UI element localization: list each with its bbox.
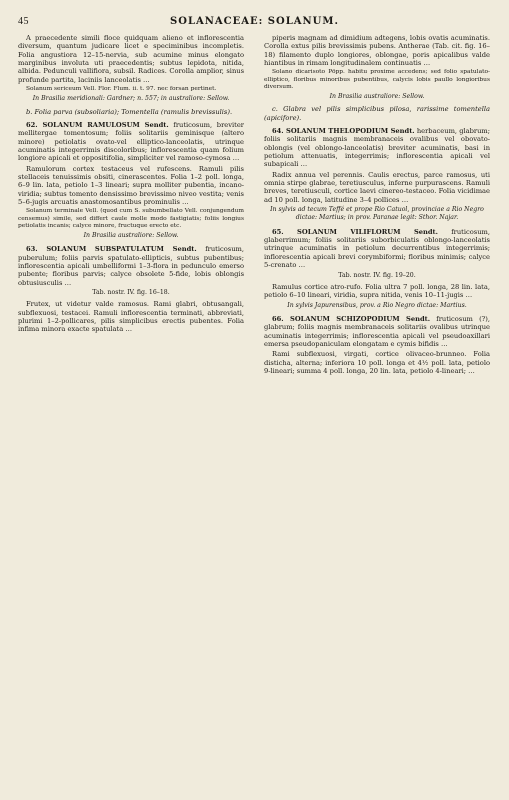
species-65: [264, 228, 490, 270]
continued-locality: In Brasilia australiore: Sellow.: [329, 92, 425, 100]
left-column: [18, 34, 244, 336]
species-65-locality: In sylvis Japurensibus, prov. a Rio Negro dictae: Martius.: [287, 301, 467, 309]
species-63: [18, 245, 244, 287]
species-66-description: Rami subflexuosi, virgati, cortice olivaceo-brunneo. Folia disticha, alterna; inferiora 10 poll. longa et 4½ poll. lata, petiolo 9-lineari; summa 4 poll. longa, 20 lin. lata, petiolo 4-lineari; …: [264, 350, 490, 375]
subsection-c: c. Glabra vel pilis simplicibus pilosa, rarissime tomentella (apicifore).: [264, 105, 490, 122]
species-62-locality: In Brasilia australiore: Sellow.: [83, 232, 179, 239]
species-62-diagnosis: fruticosum, breviter mellitergae tomentosum; foliis solitariis geminisque (altero minore) petiolatis ovato-vel elliptico-lanceolatis, utrinque acuminatis integerrimis discoloribus; inflorescentia quam folium longiore apicali et oppositifolia, simpliciter vel ramoso-cymosa …: [18, 120, 244, 163]
intro-note: Solanum sericeum Vell. Flor. Flum. ii. t. 97. nec forsan pertinet.: [26, 86, 217, 93]
continued-note: Solano dicarisoto Pöpp. habitu proxime accedens; sed folio spatulato-elliptico, floribus minoribus pubentibus, calycis lobis paullo longioribus diversum.: [264, 69, 490, 90]
species-65-description: Ramulus cortice atro-rufo. Folia ultra 7 poll. longa, 28 lin. lata, petiolo 6–10 lineari, viridia, supra nitida, venis 10–11-jugis …: [264, 282, 490, 300]
species-64-diagnosis: herbaceum, glabrum; foliis solitariis magnis membranaceis ovalibus vel obovato-oblongis (vel oblongo-lanceolatis) breviter acuminatis, basi in petiolum attenuatis, integerrimis; inflorescentia apicali vel subapicali …: [264, 127, 490, 169]
species-64-locality: In sylvis ad tecum Teffé et prope Rio Catuol, provinciae a Rio Negro dictae: Martius; in prov. Paranae legit: Sthor. Najar.: [270, 206, 484, 222]
species-66: [264, 315, 490, 348]
species-65-heading: 65. SOLANUM VILIFLORUM Sendt.: [272, 227, 438, 236]
subsection-b: b. Folia parva (subsoliaria); Tomentella (ramulis brevissulis).: [26, 107, 233, 116]
species-65-plate-ref: Tab. nostr. IV. fig. 19–20.: [338, 271, 416, 279]
species-66-heading: 66. SOLANUM SCHIZOPODIUM Sendt.: [272, 314, 431, 323]
species-64-description: Radix annua vel perennis. Caulis erectus, parce ramosus, uti omnia stirpe glabrae, teretiusculus, inferne purpurascens. Ramuli breves, teretiusculi, cortice laevi cinereo-testaceo. Folia vicidimae ad 10 poll. longa, latitudine 3–4 pollices …: [264, 170, 490, 204]
species-62-description: Ramulorum cortex testaceus vel rufescens. Ramuli pilis stellaceis tenuissimis obsiti, cinerascentes. Folia 1–2 poll. longa, 6–9 lin. lata, petiolo 1–3 lineari; supra molliter pubentia, incano-viridia; subtus tomento densissimo brevissimo niveo vestita; venis 5–6-jugis arcuatis anastomosantibus prominulis …: [18, 164, 244, 207]
intro-paragraph: A praecedente simili floce quidquam alieno et inflorescentia diversum, quantum judicare licet e speciminibus incompletis. Folia angustiora 12–15-nervia, sub acumine minus elongato marginibus involuta uti praecedentis; subtus lepidota, nitida, albida. Pedunculi vallifiora, subsil. Radices. Corolla amplior, sinus profunde partita, laciniis lanceolatis …: [18, 34, 244, 84]
right-column: [264, 34, 490, 377]
species-63-diagnosis: fruticosum, puberulum; foliis parvis spatulato-ellipticis, subtus pubentibus; inflorescentia apicali umbelliformi 1–3-flora in pedunculo emerso pubente; floribus parvis; calyce obsolete 5-fide, lobis oblongis obtusiusculis …: [18, 245, 244, 287]
page-header: [18, 16, 491, 30]
species-62-note: Solanum terminale Vell. (quod cum S. subumbellato Vell. conjungendum censemus) simile, sed differt caule molle modo fastigiatis; foliis longius petiolatis incanis; calyce minore, fructuque erecto etc.: [18, 208, 244, 229]
species-64: [264, 127, 490, 169]
intro-locality: In Brasilia meridionali: Gardner; n. 557; in australiore: Sellow.: [32, 95, 230, 103]
species-62: [18, 121, 244, 163]
species-63-heading: 63. SOLANUM SUBSPATULATUM Sendt.: [26, 245, 197, 254]
continued-paragraph: piperis magnam ad dimidium adtegens, lobis ovatis acuminatis. Corolla extus pilis brevissimis pubens. Antherae (Tab. cit. fig. 16–18) filamento duplo longiores, oblongae, poris apicalibus valde hiantibus in rimam longitudinalem continuatis …: [264, 34, 490, 68]
species-64-heading: 64. SOLANUM THELOPODIUM Sendt.: [272, 127, 415, 136]
species-66-diagnosis: fruticosum (?), glabrum; foliis magnis membranaceis solitariis ovalibus utrinque acuminatis integerrimis; inflorescentia apicali vel pseudoaxillari emersa pseudopaniculam elongatam e cymis bifidis …: [264, 314, 490, 348]
species-65-diagnosis: fruticosum, glaberrimum; foliis solitariis suborbiculatis oblongo-lanceolatis utrinque acuminatis in petiolum decurrentibus integerrimis; inflorescentia apicali brevi corymbiformi; floribus minimis; calyce 5-crenato …: [264, 227, 490, 270]
page-number: 45: [18, 16, 29, 27]
species-63-plate-ref: Tab. nostr. IV. fig. 16–18.: [92, 289, 170, 297]
species-63-description: Frutex, ut videtur valde ramosus. Rami glabri, obtusangali, subflexuosi, testacei. Ramuli inflorescentia terminati, abbreviati, plurimi 1–2-pollicares, pilis simplicibus erectis pubentes. Folia infima minora exacte spatulata …: [18, 300, 244, 334]
running-title: SOLANACEAE: SOLANUM.: [170, 16, 339, 27]
species-62-heading: 62. SOLANUM RAMULOSUM Sendt.: [26, 120, 169, 129]
